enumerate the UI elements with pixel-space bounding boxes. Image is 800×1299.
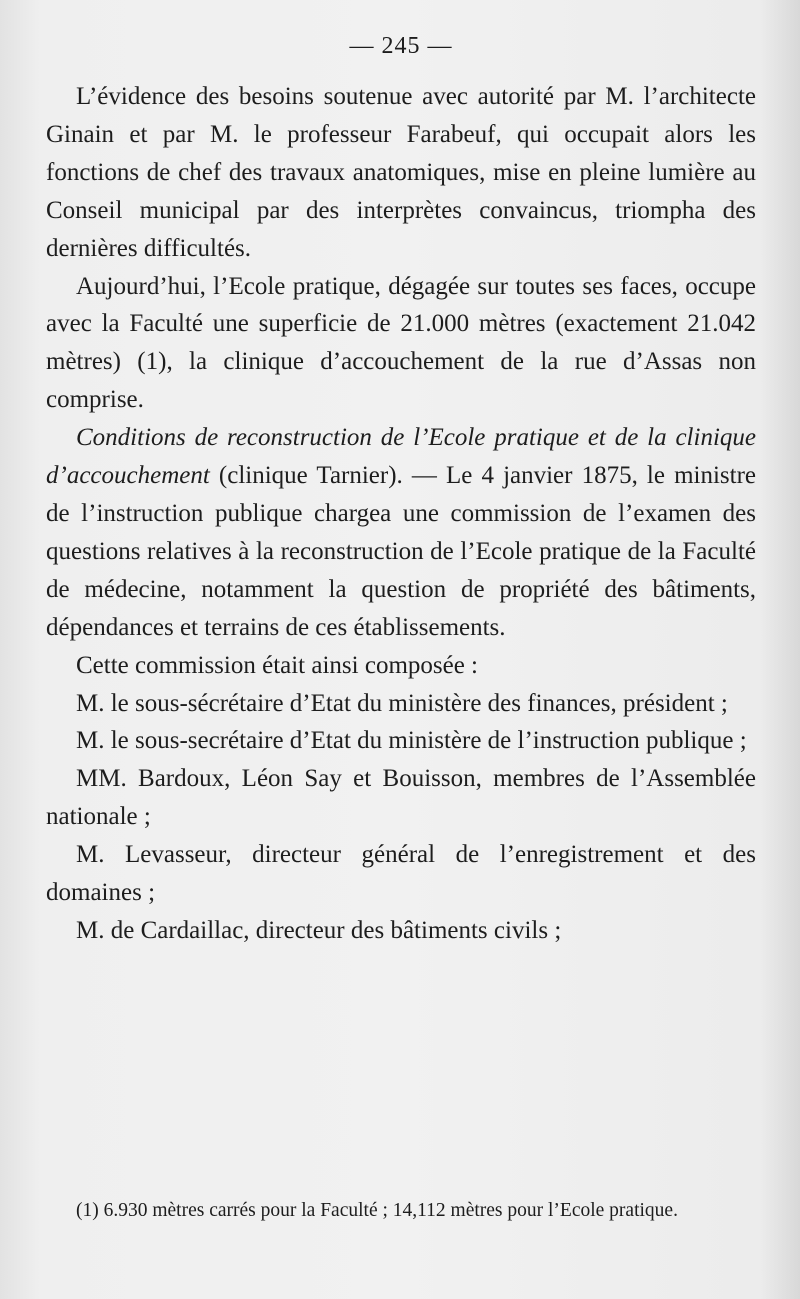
page-number: — 245 — xyxy=(349,33,453,59)
member-levasseur: M. Levasseur, directeur général de l’enregistrement et des domaines ; xyxy=(46,841,756,907)
paragraph-conditions-text: (clinique Tarnier). — Le 4 janvier 1875, le ministre de l’instruction publique chargea une commission de l’examen des questions relatives à la reconstruction de l’Ecole pratique de la Faculté de médecine, notamment la question de propriété des bâtiments, dépendances et terrains de ces établissements. xyxy=(46,462,756,641)
paragraph-conditions xyxy=(46,419,756,646)
member-cardaillac: M. de Cardaillac, directeur des bâtiments civils ; xyxy=(76,916,562,944)
member-assemblee: MM. Bardoux, Léon Say et Bouisson, membres de l’Assemblée nationale ; xyxy=(46,765,756,831)
paragraph-surface: Aujourd’hui, l’Ecole pratique, dégagée sur toutes ses faces, occupe avec la Faculté une superficie de 21.000 mètres (exactement 21.042 mètres) (1), la clinique d’accouchement de la rue d’Assas non comprise. xyxy=(46,272,756,414)
paragraph-farabeuf: L’évidence des besoins soutenue avec autorité par M. l’architecte Ginain et par M. le professeur Farabeuf, qui occupait alors les fonctions de chef des travaux anatomiques, mise en pleine lumière au Conseil municipal par des interprètes convaincus, triompha des dernières difficultés. xyxy=(46,83,756,262)
footnote-text: (1) 6.930 mètres carrés pour la Faculté ; 14,112 mètres pour l’Ecole pratique. xyxy=(76,1200,678,1221)
paragraph-commission: Cette commission était ainsi composée : xyxy=(76,651,479,679)
member-instruction: M. le sous-secrétaire d’Etat du ministère de l’instruction publique ; xyxy=(76,727,747,755)
section-title: Conditions de reconstruction de l’Ecole pratique et de la clinique d’accouchement xyxy=(46,424,756,490)
body-text xyxy=(46,78,756,950)
footnote xyxy=(46,1196,762,1225)
member-finances: M. le sous-sécrétaire d’Etat du ministère des finances, président ; xyxy=(76,689,728,717)
